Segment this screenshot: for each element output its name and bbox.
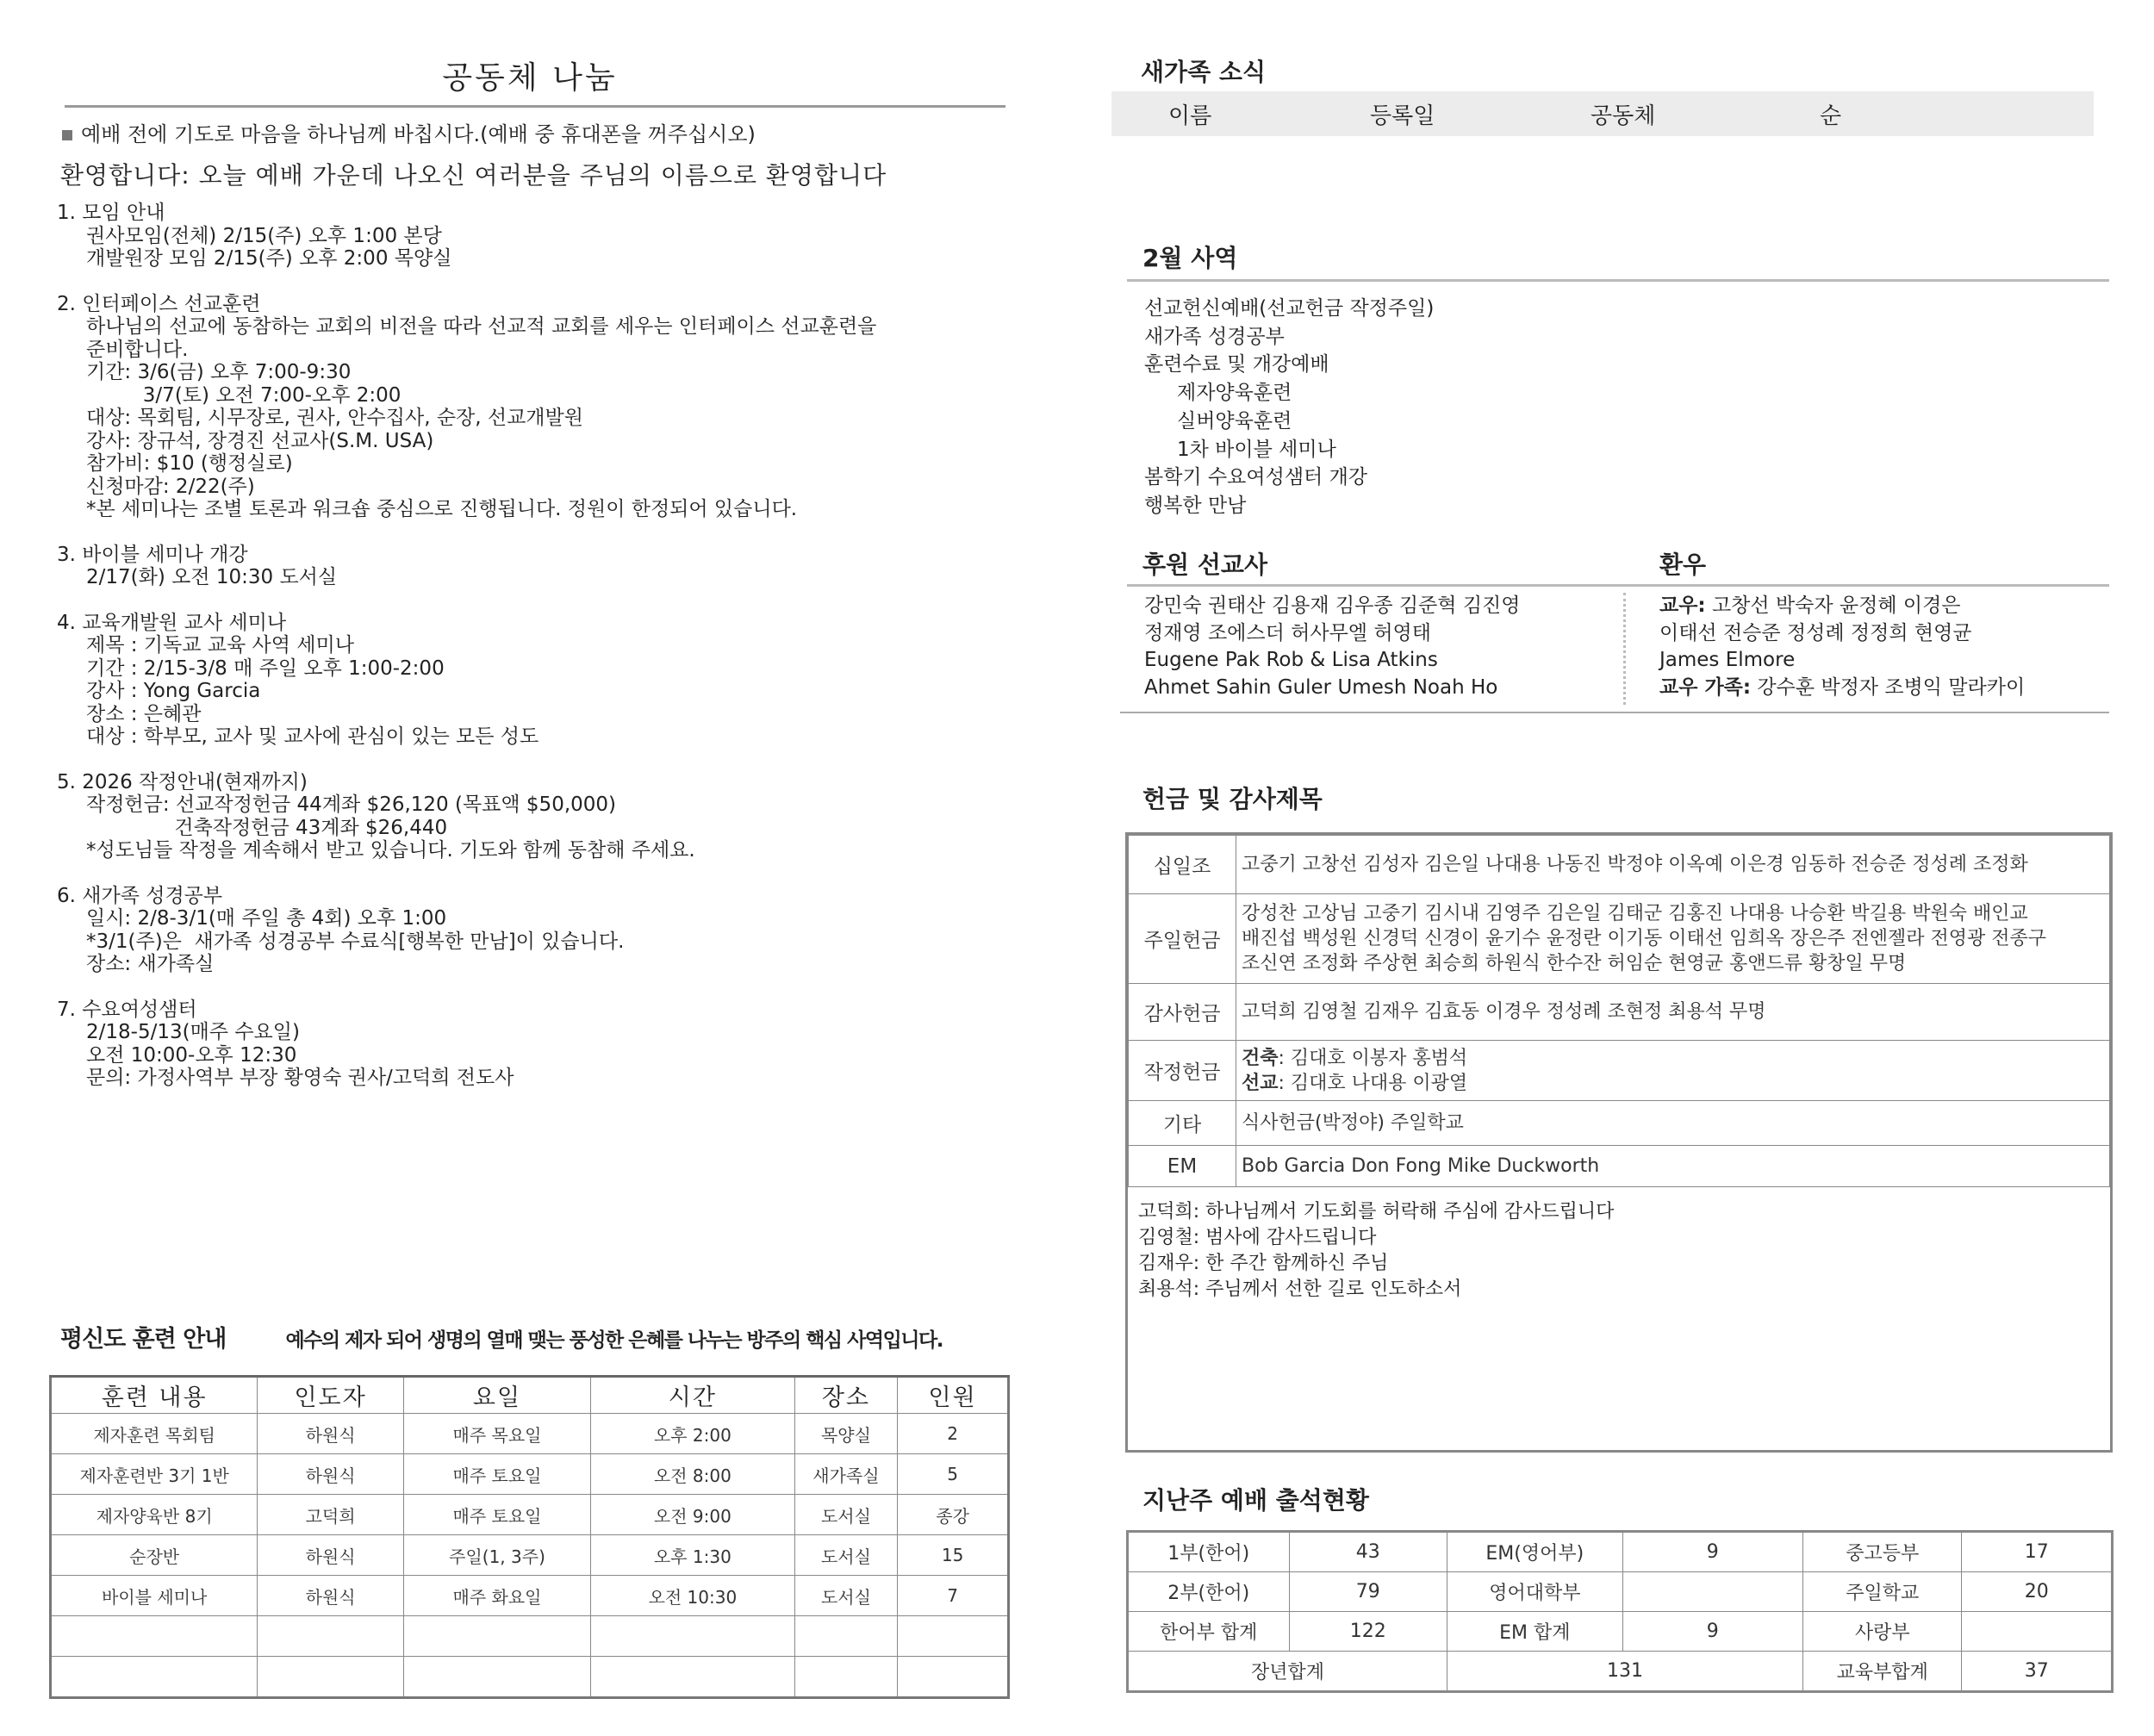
attendance-label: 한어부 합계 — [1128, 1612, 1290, 1652]
attendance-count: 79 — [1289, 1572, 1447, 1612]
training-table-body — [51, 1414, 1009, 1698]
training-row — [51, 1616, 1009, 1657]
patient-names: 고창선 박숙자 윤정혜 이경은 — [1705, 594, 1961, 617]
pledge-build-label: 건축 — [1242, 1047, 1279, 1069]
february-item: 새가족 성경공부 — [1144, 325, 1285, 348]
training-cell: 5 — [898, 1454, 1009, 1495]
attendance-label: 중고등부 — [1802, 1532, 1961, 1572]
new-family-col-group: 순 — [1820, 103, 1842, 129]
page-title: 공동체 나눔 — [442, 60, 618, 96]
announcement-line: 2/18-5/13(매주 수요일) — [86, 1021, 300, 1043]
announcement-line: 개발원장 모임 2/15(주) 오후 2:00 목양실 — [86, 247, 452, 270]
attendance-count: 37 — [1962, 1652, 2113, 1692]
february-divider — [1127, 279, 2109, 282]
training-cell: 오전 8:00 — [591, 1454, 794, 1495]
other-label: 기타 — [1129, 1101, 1236, 1146]
announcement-body — [57, 315, 1005, 521]
new-family-col-community: 공동체 — [1591, 103, 1656, 129]
notice-text: 예배 전에 기도로 마음을 하나님께 바칩시다.(예배 중 휴대폰을 꺼주십시오) — [81, 122, 756, 146]
attendance-row — [1128, 1572, 2113, 1612]
training-cell: 매주 토요일 — [403, 1454, 590, 1495]
attendance-row — [1128, 1532, 2113, 1572]
training-cell — [591, 1657, 794, 1698]
february-list — [1144, 295, 1434, 520]
thanks-note: 김재우: 한 주간 함께하신 주님 — [1138, 1253, 1389, 1274]
offering-row-tithe — [1129, 836, 2110, 894]
announcement-line: 강사: 장규석, 장경진 선교사(S.M. USA) — [86, 429, 434, 452]
title-divider — [65, 105, 1005, 108]
training-cell: 하원식 — [258, 1454, 404, 1495]
offering-table — [1128, 835, 2110, 1187]
training-cell: 도서실 — [794, 1535, 898, 1576]
attendance-row — [1128, 1652, 2113, 1692]
training-cell — [794, 1657, 898, 1698]
attendance-count: 9 — [1622, 1612, 1802, 1652]
february-item: 훈련수료 및 개강예배 — [1144, 353, 1329, 376]
training-cell — [51, 1616, 258, 1657]
announcement-line: 오전 10:00-오후 12:30 — [86, 1043, 297, 1067]
training-col-header: 인도자 — [258, 1377, 404, 1414]
attendance-count: 17 — [1962, 1532, 2113, 1572]
training-row — [51, 1414, 1009, 1454]
announcement-line: 일시: 2/8-3/1(매 주일 총 4회) 오후 1:00 — [86, 907, 447, 930]
thanks-notes — [1128, 1187, 2110, 1315]
announcement-body — [57, 1021, 1005, 1090]
pledge-mission-label: 선교 — [1242, 1072, 1279, 1094]
training-cell: 2 — [898, 1414, 1009, 1454]
patient-line: James Elmore — [1659, 649, 1796, 671]
training-cell: 고덕희 — [258, 1495, 404, 1535]
patients-title: 환우 — [1659, 551, 1707, 579]
sunday-names — [1236, 894, 2110, 984]
training-row — [51, 1535, 1009, 1576]
pledge-mission-line — [1242, 1071, 2104, 1096]
offering-title: 헌금 및 감사제목 — [1142, 785, 1323, 813]
announcement-line: 작정헌금: 선교작정헌금 44계좌 $26,120 (목표액 $50,000) — [86, 793, 617, 816]
february-item: 행복한 만남 — [1144, 494, 1247, 517]
attendance-row — [1128, 1612, 2113, 1652]
attendance-title: 지난주 예배 출석현황 — [1142, 1486, 1369, 1515]
patient-line — [1659, 593, 2025, 620]
announcement-line: 제목 : 기독교 교육 사역 세미나 — [86, 634, 354, 656]
announcement-item — [57, 293, 1005, 521]
new-family-col-name: 이름 — [1168, 103, 1212, 129]
announcement-line: 2/17(화) 오전 10:30 도서실 — [86, 566, 338, 588]
training-col-header: 시간 — [591, 1377, 794, 1414]
announcement-line: 기간: 3/6(금) 오후 7:00-9:30 — [86, 361, 352, 383]
pledge-build-names: : 김대호 이봉자 홍범석 — [1278, 1047, 1468, 1069]
announcement-body — [57, 907, 1005, 976]
offering-row-sunday — [1129, 894, 2110, 984]
attendance-table — [1126, 1530, 2114, 1693]
training-table-header — [51, 1377, 1009, 1414]
training-cell — [51, 1657, 258, 1698]
square-bullet-icon — [62, 130, 72, 140]
training-subtitle: 예수의 제자 되어 생명의 열매 맺는 풍성한 은혜를 나누는 방주의 핵심 사역입니다. — [285, 1329, 943, 1352]
offering-box — [1125, 832, 2113, 1453]
february-title: 2월 사역 — [1142, 244, 1238, 272]
thanks-label: 감사헌금 — [1129, 984, 1236, 1041]
announcement-line: 대상 : 학부모, 교사 및 교사에 관심이 있는 모든 성도 — [86, 725, 539, 748]
february-item: 1차 바이블 세미나 — [1177, 438, 1336, 461]
notice — [62, 117, 756, 147]
attendance-label: 사랑부 — [1802, 1612, 1961, 1652]
announcement-line: 3/7(토) 오전 7:00-오후 2:00 — [86, 383, 402, 407]
pledge-label: 작정헌금 — [1129, 1041, 1236, 1101]
missionary-divider — [1127, 584, 2109, 587]
announcement-body — [57, 566, 1005, 589]
announcement-heading: 1. 모임 안내 — [57, 202, 165, 224]
training-cell: 하원식 — [258, 1414, 404, 1454]
training-cell — [794, 1616, 898, 1657]
missionary-line: 강민숙 권태산 김용재 김우종 김준혁 김진영 — [1144, 594, 1521, 617]
announcement-body — [57, 225, 1005, 271]
announcement-line: 건축작정헌금 43계좌 $26,440 — [86, 816, 448, 839]
training-row — [51, 1657, 1009, 1698]
announcement-body — [57, 634, 1005, 749]
attendance-label: EM(영어부) — [1447, 1532, 1623, 1572]
sunday-line: 강성찬 고상님 고중기 김시내 김영주 김은일 김태군 김홍진 나대용 나승환 박길용 박원숙 배인교 — [1242, 903, 2028, 924]
announcement-line: 강사 : Yong Garcia — [86, 680, 261, 702]
pledge-mission-names: : 김대호 나대용 이광열 — [1278, 1072, 1468, 1094]
training-cell: 제자훈련반 3기 1반 — [51, 1454, 258, 1495]
patient-family-names: 강수훈 박정자 조병익 말라카이 — [1751, 675, 2026, 699]
announcement-heading: 7. 수요여성샘터 — [57, 998, 197, 1021]
offering-row-thanks — [1129, 984, 2110, 1041]
announcement-body — [57, 793, 1005, 862]
training-row — [51, 1576, 1009, 1616]
missionary-bottom-divider — [1120, 712, 2109, 713]
announcement-line: 권사모임(전체) 2/15(주) 오후 1:00 본당 — [86, 224, 442, 247]
training-cell: 오전 10:30 — [591, 1576, 794, 1616]
attendance-count: 122 — [1289, 1612, 1447, 1652]
thanks-note: 김영철: 범사에 감사드립니다 — [1138, 1227, 1377, 1248]
tithe-label: 십일조 — [1129, 836, 1236, 894]
february-item: 실버양육훈련 — [1177, 409, 1292, 432]
attendance-count: 131 — [1447, 1652, 1803, 1692]
training-row — [51, 1454, 1009, 1495]
training-cell: 도서실 — [794, 1576, 898, 1616]
training-cell — [591, 1616, 794, 1657]
announcement-item — [57, 544, 1005, 589]
february-item: 제자양육훈련 — [1177, 382, 1292, 405]
training-col-header: 장소 — [794, 1377, 898, 1414]
new-family-title: 새가족 소식 — [1141, 58, 1266, 86]
training-row — [51, 1495, 1009, 1535]
training-cell: 종강 — [898, 1495, 1009, 1535]
patient-line — [1659, 675, 2025, 702]
training-cell: 오전 9:00 — [591, 1495, 794, 1535]
training-cell: 오후 1:30 — [591, 1535, 794, 1576]
new-family-header — [1111, 91, 2094, 136]
training-cell — [403, 1616, 590, 1657]
announcement-line: 장소 : 은혜관 — [86, 702, 202, 725]
announcement-line: 하나님의 선교에 동참하는 교회의 비전을 따라 선교적 교회를 세우는 인터페이스 선교훈련을 — [86, 315, 877, 338]
attendance-label: 장년합계 — [1128, 1652, 1447, 1692]
training-cell: 하원식 — [258, 1576, 404, 1616]
training-cell: 7 — [898, 1576, 1009, 1616]
training-col-header: 훈련 내용 — [51, 1377, 258, 1414]
training-cell: 매주 화요일 — [403, 1576, 590, 1616]
thanks-names: 고덕희 김영철 김재우 김효동 이경우 정성례 조현정 최용석 무명 — [1236, 984, 2110, 1041]
announcement-item — [57, 612, 1005, 749]
offering-row-other — [1129, 1101, 2110, 1146]
training-cell — [258, 1657, 404, 1698]
patient-line: 이태선 전승준 정성례 정정희 현영균 — [1659, 621, 1972, 644]
missionary-line: Ahmet Sahin Guler Umesh Noah Ho — [1144, 675, 1498, 699]
sunday-line: 조신연 조정화 주상현 최승희 하원식 한수잔 허임순 현영균 홍앤드류 황창일 무명 — [1242, 953, 1907, 974]
announcement-line: 대상: 목회팀, 시무장로, 권사, 안수집사, 순장, 선교개발원 — [86, 407, 583, 429]
sunday-line: 배진섭 백성원 신경덕 신경이 윤기수 윤정란 이기동 이태선 임희옥 장은주 전엔젤라 전영광 전종구 — [1242, 928, 2047, 949]
missionary-title: 후원 선교사 — [1142, 551, 1267, 579]
announcement-list — [57, 202, 1005, 1112]
sunday-label: 주일헌금 — [1129, 894, 1236, 984]
missionary-list — [1144, 593, 1520, 701]
attendance-label: 2부(한어) — [1128, 1572, 1290, 1612]
training-cell: 오후 2:00 — [591, 1414, 794, 1454]
other-names: 식사헌금(박정야) 주일학교 — [1236, 1101, 2110, 1146]
training-cell: 새가족실 — [794, 1454, 898, 1495]
announcement-line: *성도님들 작정을 계속해서 받고 있습니다. 기도와 함께 동참해 주세요. — [86, 839, 695, 862]
training-cell: 매주 목요일 — [403, 1414, 590, 1454]
training-table — [49, 1375, 1010, 1699]
attendance-label: 주일학교 — [1802, 1572, 1961, 1612]
announcement-heading: 5. 2026 작정안내(현재까지) — [57, 770, 308, 793]
announcement-heading: 2. 인터페이스 선교훈련 — [57, 292, 261, 315]
attendance-count: 43 — [1289, 1532, 1447, 1572]
announcement-line: 준비합니다. — [86, 338, 189, 361]
em-names: Bob Garcia Don Fong Mike Duckworth — [1236, 1146, 2110, 1187]
february-item: 봄학기 수요여성샘터 개강 — [1144, 466, 1368, 489]
training-header — [60, 1320, 943, 1353]
tithe-names: 고중기 고창선 김성자 김은일 나대용 나동진 박정야 이옥예 이은경 임동하 전승준 정성례 조정화 — [1236, 836, 2110, 894]
training-cell — [258, 1616, 404, 1657]
announcement-line: 참가비: $10 (행정실로) — [86, 452, 293, 475]
column-separator — [1623, 593, 1626, 705]
announcement-line: *본 세미나는 조별 토론과 워크숍 중심으로 진행됩니다. 정원이 한정되어 있습니다. — [86, 498, 798, 520]
announcement-heading: 4. 교육개발원 교사 세미나 — [57, 611, 287, 634]
training-cell — [898, 1616, 1009, 1657]
training-cell: 15 — [898, 1535, 1009, 1576]
training-cell: 매주 토요일 — [403, 1495, 590, 1535]
attendance-label: EM 합계 — [1447, 1612, 1623, 1652]
pledge-build-line — [1242, 1046, 2104, 1071]
training-cell: 하원식 — [258, 1535, 404, 1576]
announcement-heading: 6. 새가족 성경공부 — [57, 884, 223, 907]
training-cell: 주일(1, 3주) — [403, 1535, 590, 1576]
attendance-label: 교육부합계 — [1802, 1652, 1961, 1692]
announcement-item — [57, 202, 1005, 271]
announcement-line: 장소: 새가족실 — [86, 953, 215, 975]
pledge-names — [1236, 1041, 2110, 1101]
thanks-note: 고덕희: 하나님께서 기도회를 허락해 주심에 감사드립니다 — [1138, 1201, 1615, 1223]
announcement-line: 문의: 가정사역부 부장 황영숙 권사/고덕희 전도사 — [86, 1067, 514, 1089]
announcement-item — [57, 999, 1005, 1090]
offering-row-pledge — [1129, 1041, 2110, 1101]
missionary-line: 정재영 조에스더 허사무엘 허영태 — [1144, 621, 1431, 644]
attendance-label: 1부(한어) — [1128, 1532, 1290, 1572]
new-family-col-date: 등록일 — [1370, 103, 1435, 129]
training-cell — [898, 1657, 1009, 1698]
announcement-line: *3/1(주)은 새가족 성경공부 수료식[행복한 만남]이 있습니다. — [86, 930, 625, 953]
announcement-heading: 3. 바이블 세미나 개강 — [57, 543, 248, 566]
missionary-line: Eugene Pak Rob & Lisa Atkins — [1144, 649, 1438, 671]
training-col-header: 인원 — [898, 1377, 1009, 1414]
training-cell: 제자훈련 목회팀 — [51, 1414, 258, 1454]
training-col-header: 요일 — [403, 1377, 590, 1414]
training-cell: 목양실 — [794, 1414, 898, 1454]
attendance-count: 20 — [1962, 1572, 2113, 1612]
attendance-label: 영어대학부 — [1447, 1572, 1623, 1612]
em-label: EM — [1129, 1146, 1236, 1187]
training-cell — [403, 1657, 590, 1698]
attendance-count — [1622, 1572, 1802, 1612]
announcement-line: 신청마감: 2/22(주) — [86, 475, 255, 498]
right-page — [1111, 0, 2124, 1736]
patient-list — [1659, 593, 2025, 701]
announcement-item — [57, 771, 1005, 862]
february-item: 선교헌신예배(선교헌금 작정주일) — [1144, 297, 1435, 320]
training-cell: 도서실 — [794, 1495, 898, 1535]
welcome-text: 환영합니다: 오늘 예배 가운데 나오신 여러분을 주님의 이름으로 환영합니다 — [60, 161, 887, 190]
thanks-note: 최용석: 주님께서 선한 길로 인도하소서 — [1138, 1279, 1462, 1300]
attendance-count: 9 — [1622, 1532, 1802, 1572]
announcement-line: 기간 : 2/15-3/8 매 주일 오후 1:00-2:00 — [86, 656, 445, 680]
training-cell: 제자양육반 8기 — [51, 1495, 258, 1535]
patient-family-label: 교우 가족: — [1659, 675, 1752, 699]
training-cell: 바이블 세미나 — [51, 1576, 258, 1616]
attendance-count — [1962, 1612, 2113, 1652]
patient-label: 교우: — [1659, 594, 1706, 617]
training-title: 평신도 훈련 안내 — [60, 1326, 227, 1353]
announcement-item — [57, 885, 1005, 976]
training-cell: 순장반 — [51, 1535, 258, 1576]
offering-row-em — [1129, 1146, 2110, 1187]
